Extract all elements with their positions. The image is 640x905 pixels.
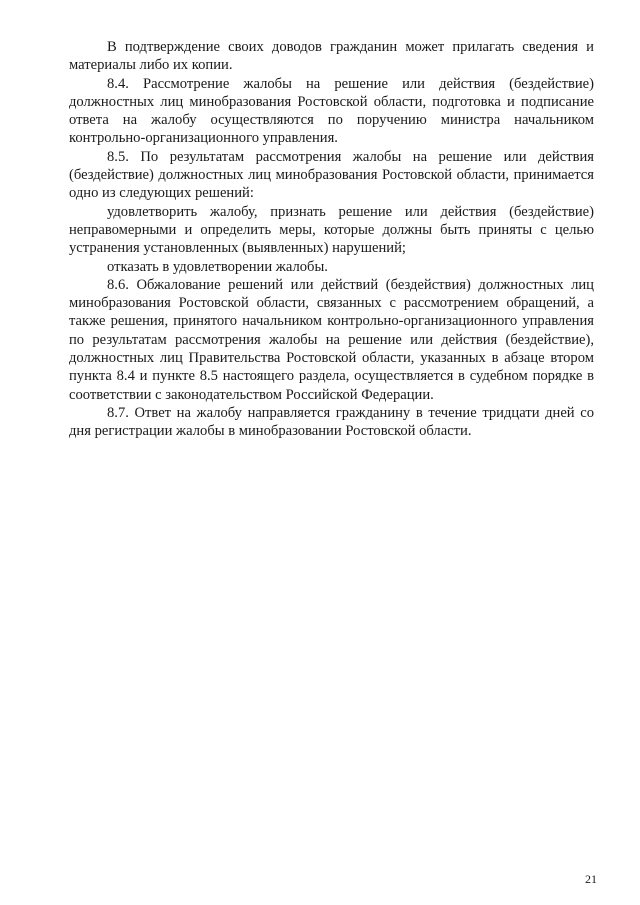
paragraph-8-6: 8.6. Обжалование решений или действий (бездействия) должностных лиц минобразования Ростовской области, связанных с рассмотрением обращений, а также решения, принятого начальником контрольно-организационного управления по результатам рассмотрения жалобы на решение или действия (бездействие), должностных лиц Правительства Ростовской области, указанных в абзаце втором пункта 8.4 и пункте 8.5 настоящего раздела, осуществляется в судебном порядке в соответствии с законодательством Российской Федерации. [69,276,594,403]
paragraph-8-5: 8.5. По результатам рассмотрения жалобы на решение или действия (бездействие) должностных лиц минобразования Ростовской области, принимается одно из следующих решений: [69,148,594,202]
page-number: 21 [585,872,597,886]
document-body [69,38,594,441]
paragraph-supporting-materials: В подтверждение своих доводов гражданин может прилагать сведения и материалы либо их копии. [69,39,594,74]
paragraph-decision-satisfy: удовлетворить жалобу, признать решение или действия (бездействие) неправомерными и определить меры, которые должны быть приняты с целью устранения установленных (выявленных) нарушений; [69,203,594,257]
paragraph-8-7: 8.7. Ответ на жалобу направляется гражданину в течение тридцати дней со дня регистрации жалобы в минобразовании Ростовской области. [69,404,594,440]
paragraph-8-4: 8.4. Рассмотрение жалобы на решение или действия (бездействие) должностных лиц минобразования Ростовской области, подготовка и подписание ответа на жалобу осуществляются по поручению министра начальником контрольно-организационного управления. [69,75,594,147]
paragraph-decision-refuse: отказать в удовлетворении жалобы. [107,258,328,275]
